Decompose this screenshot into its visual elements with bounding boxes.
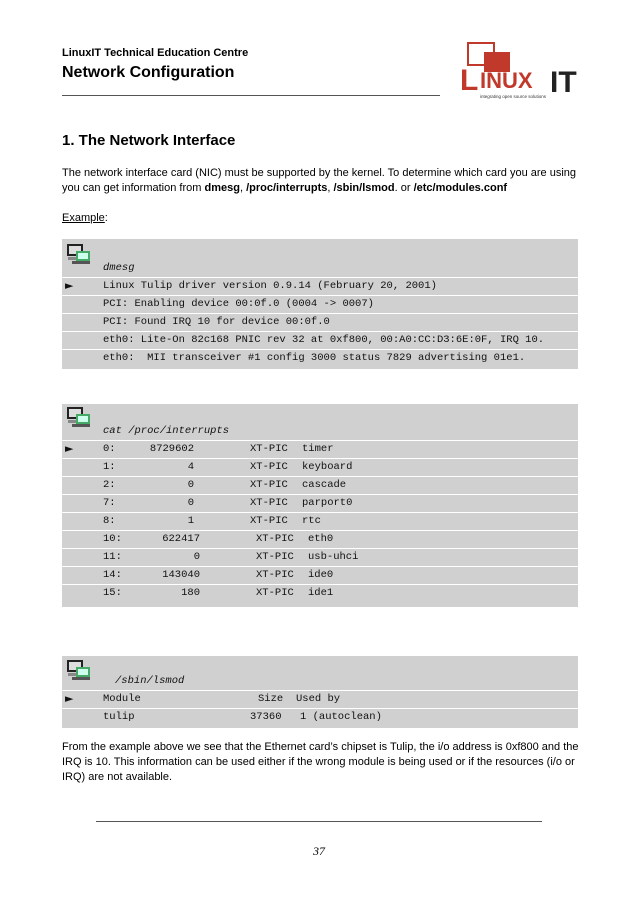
conclusion-paragraph: From the example above we see that the Ethernet card’s chipset is Tulip, the i/o address is 0xf800 and the IRQ is 10. This information can be used either if the wrong module is being used or if the resources (i/o or IRQ) are not available. bbox=[62, 741, 579, 783]
output-row: PCI: Found IRQ 10 for device 00:0f.0 bbox=[62, 313, 578, 332]
table-row: 1: 4 XT-PIC keyboard bbox=[62, 458, 578, 477]
arrow-icon: ► bbox=[65, 692, 74, 705]
command-row: dmesg bbox=[62, 259, 578, 278]
arrow-icon: ► bbox=[65, 442, 74, 455]
svg-text:integrating open source soluti: integrating open source solutions bbox=[480, 94, 547, 99]
header-rule bbox=[62, 95, 440, 96]
table-row: 10: 622417 XT-PIC eth0 bbox=[62, 530, 578, 549]
table-row: ► 0: 8729602 XT-PIC timer bbox=[62, 440, 578, 459]
footer-rule bbox=[96, 821, 542, 822]
org-name: LinuxIT Technical Education Centre bbox=[62, 47, 249, 59]
table-row: 2: 0 XT-PIC cascade bbox=[62, 476, 578, 495]
command-row: cat /proc/interrupts bbox=[62, 422, 578, 441]
output-row: eth0: Lite-On 82c168 PNIC rev 32 at 0xf800, 00:A0:CC:D3:6E:0F, IRQ 10. bbox=[62, 331, 578, 350]
command-row: /sbin/lsmod bbox=[62, 672, 578, 691]
table-row: 15: 180 XT-PIC ide1 bbox=[103, 587, 334, 599]
table-row: 11: 0 XT-PIC usb-uhci bbox=[62, 548, 578, 567]
terminal-block-lsmod bbox=[62, 656, 578, 728]
example-label: Example: bbox=[62, 212, 108, 224]
output-row: PCI: Enabling device 00:0f.0 (0004 -> 0007) bbox=[62, 295, 578, 314]
linuxit-logo bbox=[458, 42, 580, 100]
terminal-block-interrupts bbox=[62, 404, 578, 607]
svg-text:INUX: INUX bbox=[480, 68, 533, 93]
svg-text:L: L bbox=[460, 64, 479, 97]
table-row: 8: 1 XT-PIC rtc bbox=[62, 512, 578, 531]
table-header-row: ► Module Size Used by bbox=[62, 690, 578, 709]
output-row: eth0: MII transceiver #1 config 3000 status 7829 advertising 01e1. bbox=[103, 352, 526, 364]
section-title: 1. The Network Interface bbox=[62, 132, 236, 149]
intro-paragraph: The network interface card (NIC) must be supported by the kernel. To determine which card you are using you can get information from dmesg, /proc/interrupts, /sbin/lsmod. or /etc/modules.conf bbox=[62, 167, 576, 194]
terminal-block-dmesg bbox=[62, 239, 578, 369]
table-row: 14: 143040 XT-PIC ide0 bbox=[62, 566, 578, 585]
table-row: 7: 0 XT-PIC parport0 bbox=[62, 494, 578, 513]
arrow-icon: ► bbox=[65, 279, 74, 292]
page-number: 37 bbox=[313, 844, 325, 858]
svg-text:IT: IT bbox=[550, 66, 577, 99]
output-row: ► Linux Tulip driver version 0.9.14 (February 20, 2001) bbox=[62, 277, 578, 296]
chapter-title: Network Configuration bbox=[62, 64, 235, 81]
table-row: tulip 37360 1 (autoclean) bbox=[103, 711, 382, 723]
